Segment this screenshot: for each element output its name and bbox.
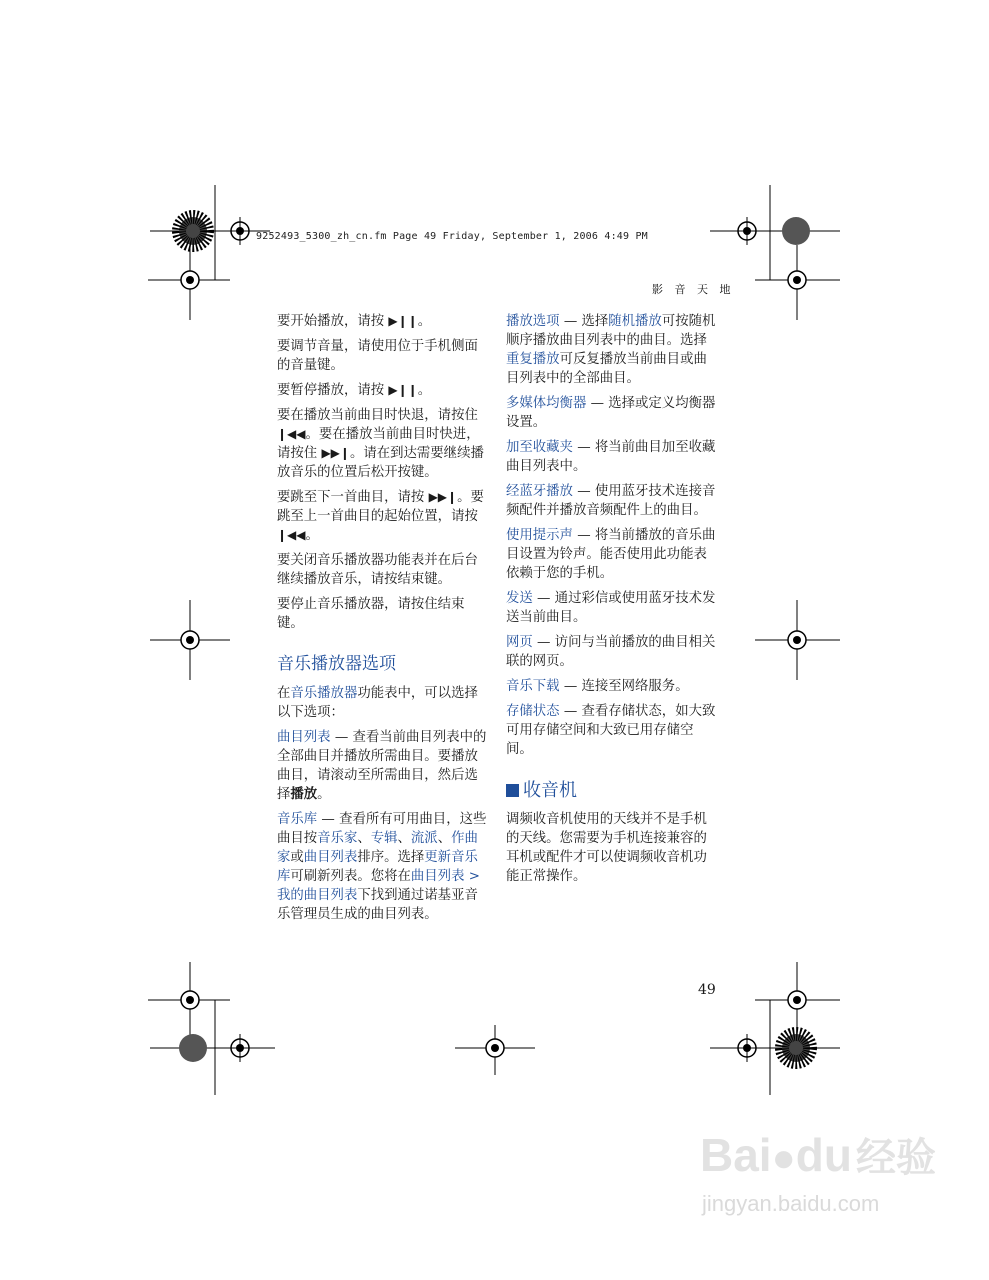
file-header-line: 9252493_5300_zh_cn.fm Page 49 Friday, September 1, 2006 4:49 PM	[256, 231, 648, 242]
paragraph-favorites: 加至收藏夹 — 将当前曲目加至收藏曲目列表中。	[506, 440, 716, 474]
running-head: 影 音 天 地	[652, 283, 735, 296]
paragraph-background: 要关闭音乐播放器功能表并在后台继续播放音乐，请按结束键。	[277, 553, 478, 587]
section-title-radio: 收音机	[506, 781, 716, 800]
watermark-brand-2: du	[795, 1129, 852, 1181]
paragraph-play-options: 播放选项 — 选择随机播放可按随机顺序播放曲目列表中的曲目。选择重复播放可反复播放当前曲目或曲目列表中的全部曲目。	[506, 314, 716, 386]
paragraph-bluetooth: 经蓝牙播放 — 使用蓝牙技术连接音频配件并播放音频配件上的曲目。	[506, 484, 716, 518]
paragraph-memory: 存储状态 — 查看存储状态，如大致可用存储空间和大致已用存储空间。	[506, 704, 716, 757]
paragraph-pause: 要暂停播放，请按 ▶❙❙。	[277, 383, 432, 398]
paragraph-download: 音乐下载 — 连接至网络服务。	[506, 679, 689, 694]
play-pause-icon: ▶❙❙	[388, 314, 418, 328]
rewind-icon: ❙◀◀	[277, 528, 306, 542]
paragraph-stop: 要停止音乐播放器，请按住结束键。	[277, 597, 465, 631]
rewind-icon: ❙◀◀	[277, 427, 306, 441]
right-column	[506, 312, 716, 892]
play-pause-icon: ▶❙❙	[388, 383, 418, 397]
baidu-watermark	[700, 1130, 936, 1217]
paragraph-seek: 要在播放当前曲目时快退，请按住 ❙◀◀。要在播放当前曲目时快进，请按住 ▶▶❙。请在到达需要继续播放音乐的位置后松开按键。	[277, 408, 484, 480]
watermark-cn: 经验	[855, 1136, 936, 1180]
paw-icon: ●	[771, 1136, 796, 1180]
paragraph-options-intro: 在音乐播放器功能表中，可以选择以下选项：	[277, 686, 478, 720]
fast-forward-icon: ▶▶❙	[428, 490, 458, 504]
square-bullet-icon	[506, 784, 519, 797]
paragraph-equalizer: 多媒体均衡器 — 选择或定义均衡器设置。	[506, 396, 716, 430]
paragraph-radio: 调频收音机使用的天线并不是手机的天线。您需要为手机连接兼容的耳机或配件才可以使调频收音机功能正常操作。	[506, 812, 707, 884]
paragraph-send: 发送 — 通过彩信或使用蓝牙技术发送当前曲目。	[506, 591, 716, 625]
paragraph-skip: 要跳至下一首曲目，请按 ▶▶❙。要跳至上一首曲目的起始位置，请按 ❙◀◀。	[277, 490, 484, 543]
paragraph-library: 音乐库 — 查看所有可用曲目，这些曲目按音乐家、专辑、流派、作曲家或曲目列表排序。选择更新音乐库可刷新列表。您将在曲目列表 > 我的曲目列表下找到通过诺基亚音乐管理员生成的曲目列表。	[277, 812, 487, 922]
fast-forward-icon: ▶▶❙	[321, 446, 350, 460]
paragraph-start-playback: 要开始播放，请按 ▶❙❙。	[277, 314, 432, 329]
section-title-player-options: 音乐播放器选项	[277, 654, 396, 674]
left-column	[277, 312, 487, 930]
page-number: 49	[698, 982, 716, 998]
paragraph-ringtone: 使用提示声 — 将当前播放的音乐曲目设置为铃声。能否使用此功能表依赖于您的手机。	[506, 528, 716, 581]
watermark-brand: Bai	[700, 1129, 772, 1181]
watermark-url: jingyan.baidu.com	[702, 1191, 880, 1216]
paragraph-tracklist: 曲目列表 — 查看当前曲目列表中的全部曲目并播放所需曲目。要播放曲目，请滚动至所需曲目，然后选择播放。	[277, 730, 487, 802]
paragraph-volume: 要调节音量，请使用位于手机侧面的音量键。	[277, 339, 478, 373]
paragraph-web: 网页 — 访问与当前播放的曲目相关联的网页。	[506, 635, 716, 669]
